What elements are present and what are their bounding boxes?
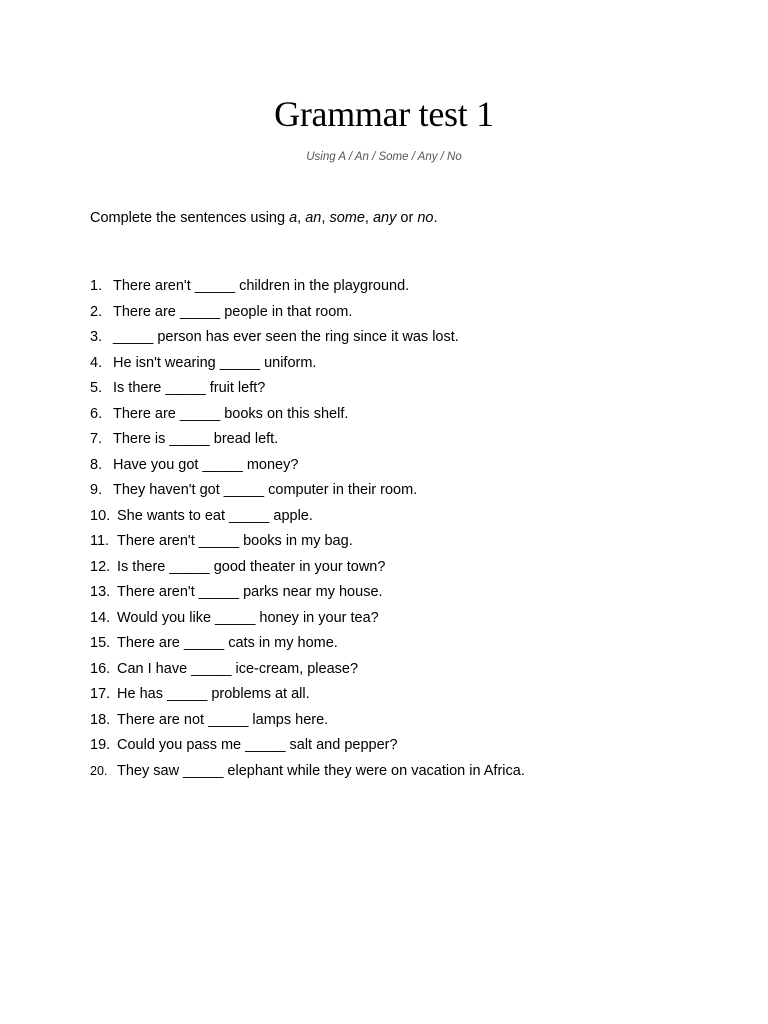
question-item xyxy=(90,479,525,505)
option-word-no: no xyxy=(417,210,434,226)
question-number: 20. xyxy=(90,763,108,778)
question-list xyxy=(90,275,525,785)
question-text: Have you got _____ money? xyxy=(113,456,299,473)
question-item xyxy=(90,301,525,327)
question-item xyxy=(90,683,525,709)
question-item xyxy=(90,326,525,352)
question-item xyxy=(90,658,525,684)
question-text: There aren't _____ books in my bag. xyxy=(117,533,353,549)
question-number: 11. xyxy=(90,533,110,549)
question-text: There are _____ people in that room. xyxy=(113,303,353,320)
question-text: He isn't wearing _____ uniform. xyxy=(113,354,317,371)
question-text: There is _____ bread left. xyxy=(113,431,279,447)
question-text: There aren't _____ children in the playground. xyxy=(113,278,410,294)
option-word-an: an xyxy=(305,210,322,226)
instructions-text: Complete the sentences using xyxy=(90,210,290,226)
question-item xyxy=(90,275,525,301)
question-number: 9. xyxy=(90,482,103,498)
question-item xyxy=(90,505,525,531)
separator: , xyxy=(364,210,373,226)
question-item xyxy=(90,454,525,480)
question-text: Is there _____ fruit left? xyxy=(113,380,266,396)
question-text: There are _____ cats in my home. xyxy=(117,635,338,651)
separator: , xyxy=(297,210,306,226)
question-number: 4. xyxy=(90,354,103,371)
question-item xyxy=(90,734,525,760)
question-text: There are not _____ lamps here. xyxy=(117,711,329,728)
question-number: 12. xyxy=(90,558,111,575)
question-item xyxy=(90,556,525,582)
separator: or xyxy=(396,210,418,226)
question-text: Can I have _____ ice-cream, please? xyxy=(117,660,359,677)
question-item xyxy=(90,632,525,658)
question-number: 13. xyxy=(90,584,111,600)
question-text: There are _____ books on this shelf. xyxy=(113,405,349,422)
question-item xyxy=(90,352,525,378)
question-number: 5. xyxy=(90,380,103,396)
question-number: 17. xyxy=(90,686,111,702)
question-text: Would you like _____ honey in your tea? xyxy=(117,609,379,626)
separator: , xyxy=(321,210,330,226)
worksheet-title: Grammar test 1 xyxy=(274,94,494,134)
question-item xyxy=(90,403,525,429)
option-word-some: some xyxy=(329,210,365,226)
question-number: 15. xyxy=(90,635,111,651)
question-number: 3. xyxy=(90,329,103,345)
question-text: _____ person has ever seen the ring since it was lost. xyxy=(113,329,459,345)
question-item xyxy=(90,428,525,454)
instructions-end: . xyxy=(433,210,438,226)
instructions xyxy=(90,207,437,229)
question-number: 16. xyxy=(90,660,111,677)
question-item xyxy=(90,581,525,607)
question-number: 19. xyxy=(90,737,111,753)
question-number: 10. xyxy=(90,507,111,524)
question-number: 1. xyxy=(90,278,103,294)
question-item xyxy=(90,709,525,735)
question-number: 7. xyxy=(90,431,103,447)
question-number: 2. xyxy=(90,303,103,320)
option-word-a: a xyxy=(289,210,298,226)
question-text: Could you pass me _____ salt and pepper? xyxy=(117,737,398,753)
question-text: He has _____ problems at all. xyxy=(117,686,310,702)
question-number: 8. xyxy=(90,456,103,473)
question-text: Is there _____ good theater in your town? xyxy=(117,558,386,575)
question-item xyxy=(90,530,525,556)
question-text: They saw _____ elephant while they were on vacation in Africa. xyxy=(117,762,525,779)
question-text: She wants to eat _____ apple. xyxy=(117,507,313,524)
question-number: 6. xyxy=(90,405,103,422)
question-item xyxy=(90,607,525,633)
question-text: They haven't got _____ computer in their room. xyxy=(113,482,418,498)
question-number: 18. xyxy=(90,711,111,728)
question-text: There aren't _____ parks near my house. xyxy=(117,584,383,600)
option-word-any: any xyxy=(372,210,397,226)
worksheet-subtitle: Using A / An / Some / Any / No xyxy=(306,151,462,163)
question-item xyxy=(90,760,525,786)
question-item xyxy=(90,377,525,403)
question-number: 14. xyxy=(90,609,111,626)
